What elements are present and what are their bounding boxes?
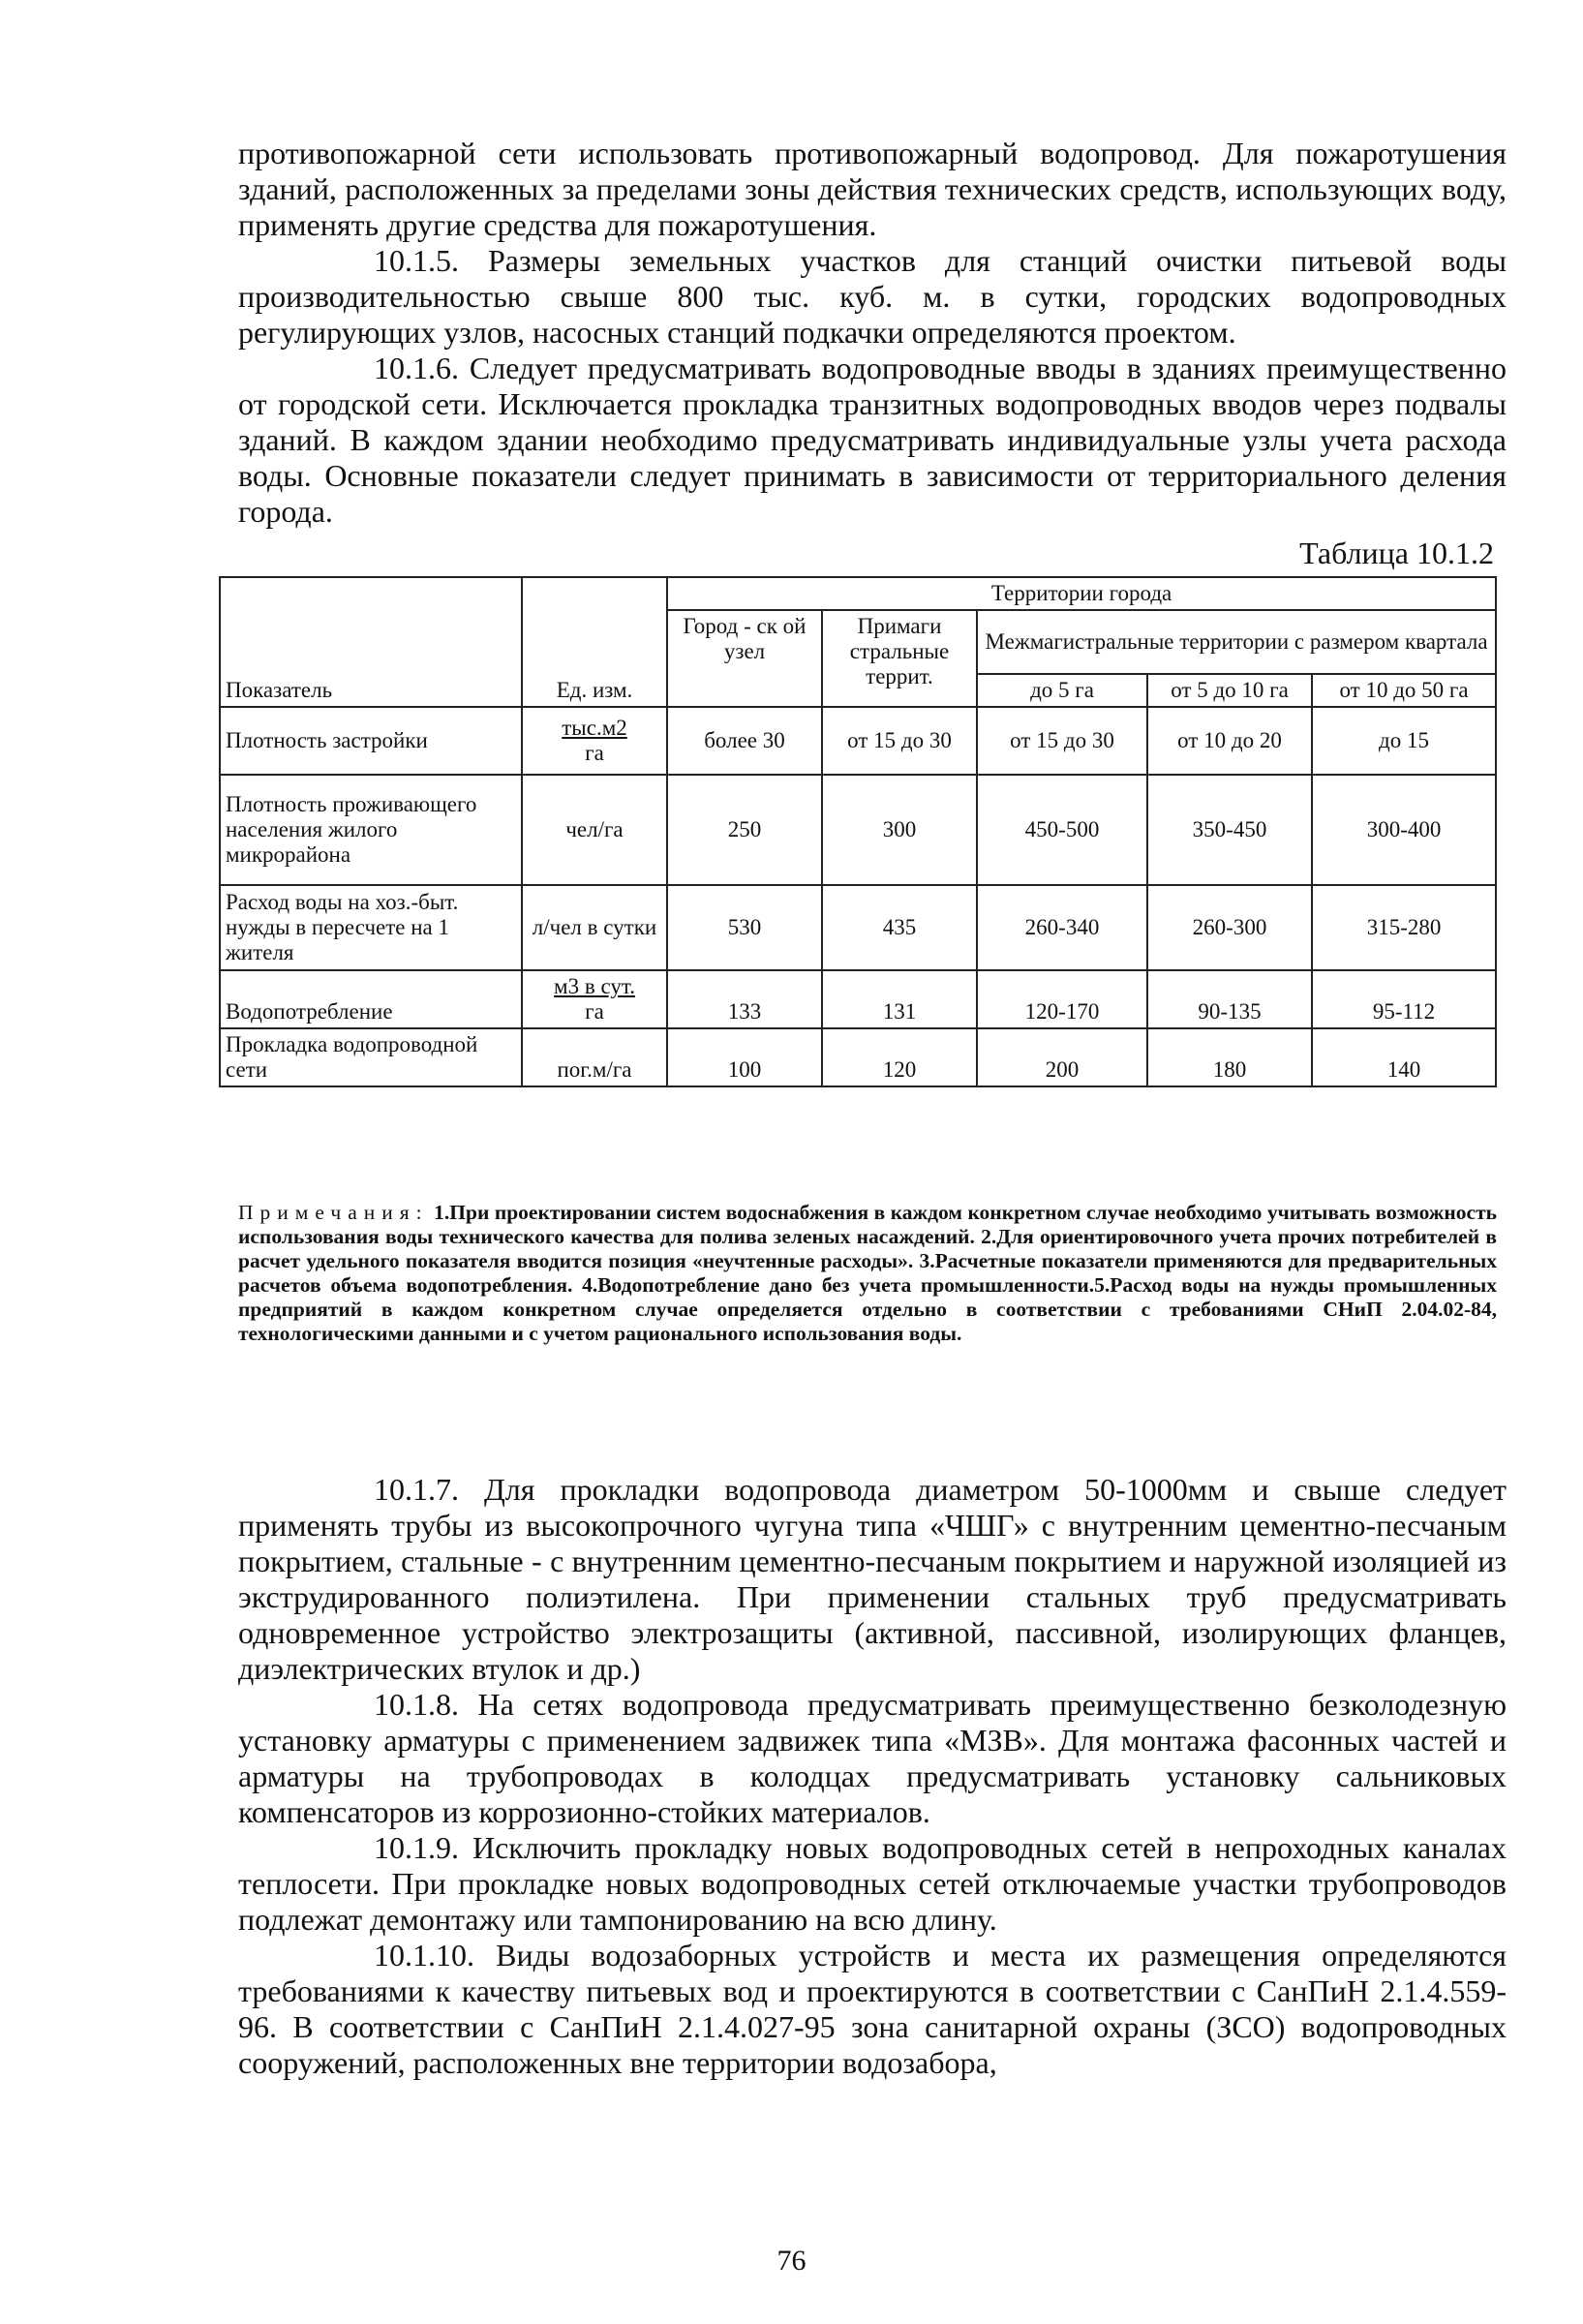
header-size-1: до 5 га — [977, 674, 1147, 707]
row-unit — [522, 1028, 667, 1086]
row-indicator: Прокладка водопроводной сети — [220, 1028, 522, 1086]
unit-bottom: га — [585, 999, 604, 1024]
table-row — [220, 1028, 1496, 1086]
unit-top: тыс.м2 — [562, 716, 627, 740]
value-city-node: 530 — [667, 885, 822, 970]
value-size-1: от 15 до 30 — [977, 707, 1147, 775]
value-city-node: более 30 — [667, 707, 822, 775]
value-size-1: 450-500 — [977, 775, 1147, 885]
notes-text: 1.При проектировании систем водоснабжения в каждом конкретном случае необходимо учитывать возможность использования воды технического качества для полива зеленых насаждений. 2.Для ориентировочного учета прочих потребителей в расчет удельного показателя вводится позиция «неучтенные расходы». 3.Расчетные показатели применяются для предварительных расчетов объема водопотребления. 4.Водопотребление дано без учета промышленности.5.Расход воды на нужды промышленных предприятий в каждом конкретном случае определяется отдельно в соответствии с требованиями СНиП 2.04.02-84, технологическими данными и с учетом рационального использования воды. — [238, 1201, 1497, 1345]
bottom-text-block — [238, 1472, 1507, 2081]
header-unit: Ед. изм. — [522, 577, 667, 707]
value-size-3: 315-280 — [1312, 885, 1496, 970]
header-city-node: Город - ск ой узел — [667, 610, 822, 707]
row-indicator: Плотность застройки — [220, 707, 522, 775]
row-unit — [522, 885, 667, 970]
header-size-2: от 5 до 10 га — [1147, 674, 1312, 707]
row-unit — [522, 970, 667, 1028]
top-text-block — [238, 136, 1507, 530]
row-indicator: Расход воды на хоз.-быт. нужды в пересчете на 1 жителя — [220, 885, 522, 970]
header-indicator: Показатель — [220, 577, 522, 707]
paragraph-10-1-7: 10.1.7. Для прокладки водопровода диаметром 50-1000мм и свыше следует применять трубы из высокопрочного чугуна типа «ЧШГ» с внутренним цементно-песчаным покрытием, стальные - с внутренним цементно-песчаным покрытием и наружной изоляцией из экструдированного полиэтилена. При применении стальных труб предусматривать одновременное устройство электрозащиты (активной, пассивной, изолирующих фланцев, диэлектрических втулок и др.) — [238, 1472, 1507, 1686]
unit-bottom: га — [585, 741, 604, 765]
value-trunk-adjacent: от 15 до 30 — [822, 707, 977, 775]
paragraph-10-1-5: 10.1.5. Размеры земельных участков для станций очистки питьевой воды производительностью свыше 800 тыс. куб. м. в сутки, городских водопроводных регулирующих узлов, насосных станций подкачки определяются проектом. — [238, 243, 1507, 350]
table-row — [220, 707, 1496, 775]
header-trunk-adjacent: Примаги стральные террит. — [822, 610, 977, 707]
table-caption: Таблица 10.1.2 — [1299, 535, 1494, 570]
paragraph-fire-network: противопожарной сети использовать противопожарный водопровод. Для пожаротушения зданий, расположенных за пределами зоны действия технических средств, использующих воду, применять другие средства для пожаротушения. — [238, 136, 1507, 242]
header-inter-trunk: Межмагистральные территории с размером квартала — [977, 610, 1496, 674]
table-notes — [238, 1201, 1497, 1346]
row-unit — [522, 707, 667, 775]
value-size-3: до 15 — [1312, 707, 1496, 775]
unit-bottom: чел/га — [565, 817, 624, 841]
value-city-node: 133 — [667, 970, 822, 1028]
paragraph-10-1-9: 10.1.9. Исключить прокладку новых водопроводных сетей в непроходных каналах теплосети. При прокладке новых водопроводных сетей отключаемые участки трубопроводов подлежат демонтажу или тампонированию на всю длину. — [238, 1830, 1507, 1937]
value-size-1: 120-170 — [977, 970, 1147, 1028]
value-size-3: 300-400 — [1312, 775, 1496, 885]
unit-top: м3 в сут. — [554, 974, 635, 998]
value-size-2: 260-300 — [1147, 885, 1312, 970]
paragraph-10-1-6: 10.1.6. Следует предусматривать водопроводные вводы в зданиях преимущественно от городской сети. Исключается прокладка транзитных водопроводных вводов через подвалы зданий. В каждом здании необходимо предусматривать индивидуальные узлы учета расхода воды. Основные показатели следует принимать в зависимости от территориального деления города. — [238, 351, 1507, 529]
value-size-3: 140 — [1312, 1028, 1496, 1086]
value-trunk-adjacent: 120 — [822, 1028, 977, 1086]
value-size-2: от 10 до 20 — [1147, 707, 1312, 775]
value-size-2: 90-135 — [1147, 970, 1312, 1028]
value-size-3: 95-112 — [1312, 970, 1496, 1028]
unit-bottom: пог.м/га — [557, 1057, 632, 1082]
unit-bottom: л/чел в сутки — [532, 915, 657, 939]
row-indicator: Водопотребление — [220, 970, 522, 1028]
value-size-2: 180 — [1147, 1028, 1312, 1086]
value-city-node: 100 — [667, 1028, 822, 1086]
row-indicator: Плотность проживающего населения жилого микрорайона — [220, 775, 522, 885]
notes-label: Примечания: — [238, 1201, 429, 1224]
page-number: 76 — [776, 2245, 807, 2277]
indicators-table — [219, 576, 1497, 1087]
table-row — [220, 775, 1496, 885]
value-trunk-adjacent: 435 — [822, 885, 977, 970]
paragraph-10-1-8: 10.1.8. На сетях водопровода предусматривать преимущественно безколодезную установку арматуры с применением задвижек типа «МЗВ». Для монтажа фасонных частей и арматуры на трубопроводах в колодцах предусматривать установку сальниковых компенсаторов из коррозионно-стойких материалов. — [238, 1687, 1507, 1829]
header-size-3: от 10 до 50 га — [1312, 674, 1496, 707]
value-trunk-adjacent: 300 — [822, 775, 977, 885]
paragraph-10-1-10: 10.1.10. Виды водозаборных устройств и места их размещения определяются требованиями к качеству питьевых вод и проектируются в соответствии с СанПиН 2.1.4.559-96. В соответствии с СанПиН 2.1.4.027-95 зона санитарной охраны (ЗСО) водопроводных сооружений, расположенных вне территории водозабора, — [238, 1938, 1507, 2080]
value-city-node: 250 — [667, 775, 822, 885]
value-size-1: 200 — [977, 1028, 1147, 1086]
table-row — [220, 970, 1496, 1028]
table-row — [220, 885, 1496, 970]
value-trunk-adjacent: 131 — [822, 970, 977, 1028]
header-territories: Территории города — [667, 577, 1496, 610]
value-size-1: 260-340 — [977, 885, 1147, 970]
value-size-2: 350-450 — [1147, 775, 1312, 885]
row-unit — [522, 775, 667, 885]
